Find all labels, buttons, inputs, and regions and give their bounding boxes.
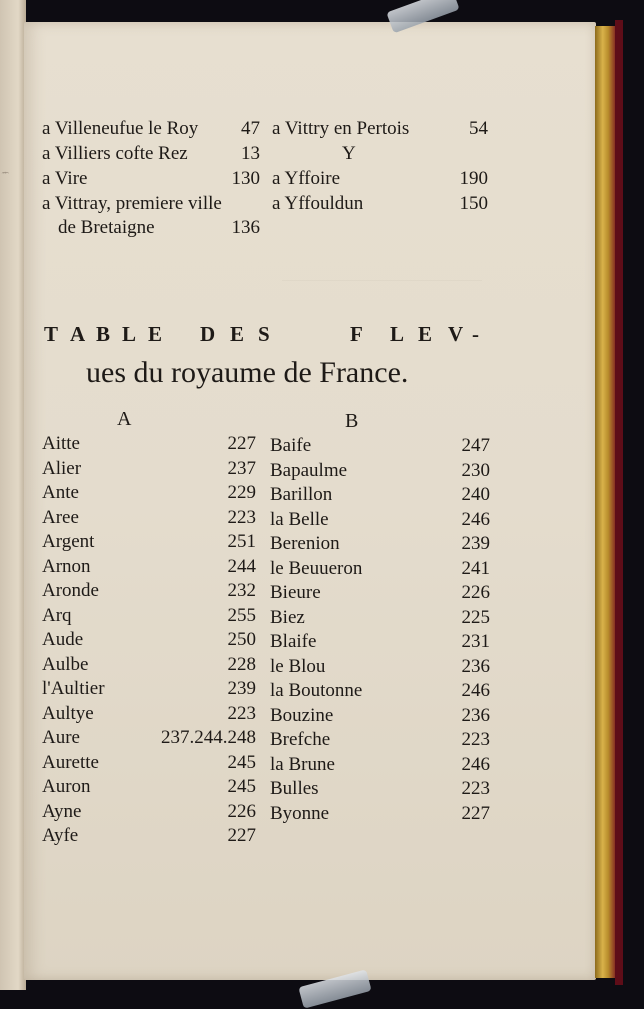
- index-entry: [270, 630, 490, 654]
- table-heading-line2: ues du royaume de France.: [86, 356, 409, 389]
- heading-letter: S: [258, 322, 270, 346]
- index-entry: [42, 192, 260, 216]
- entry-page: 150: [459, 193, 488, 214]
- index-entry: [42, 628, 256, 652]
- entry-name: a Villeneufue le Roy: [42, 118, 199, 139]
- index-entry: [270, 679, 490, 703]
- entry-page: 227: [461, 802, 490, 824]
- heading-letter: B: [96, 322, 111, 346]
- entry-page: 229: [227, 482, 256, 503]
- index-entry: [42, 677, 256, 701]
- index-entry: [42, 481, 256, 505]
- entry-page: 231: [461, 631, 490, 652]
- entry-page: 236: [461, 704, 490, 726]
- index-entry: [270, 557, 490, 581]
- index-entry: [42, 555, 256, 579]
- entry-page: 54: [469, 118, 488, 139]
- entry-page: 244: [227, 555, 256, 577]
- entry-page: 130: [231, 168, 260, 189]
- entry-name: Bouzine: [270, 704, 334, 726]
- entry-name: Aronde: [42, 580, 99, 601]
- entry-name: Ayfe: [42, 825, 79, 846]
- index-entry: [270, 532, 490, 556]
- entry-name: la Boutonne: [270, 680, 363, 701]
- entry-page: 245: [227, 751, 256, 773]
- entry-page: 247: [461, 435, 490, 456]
- index-entry: [270, 777, 490, 801]
- index-entry: [272, 117, 488, 141]
- index-entry: [42, 457, 256, 481]
- entry-name: Alier: [42, 457, 82, 479]
- entry-page: 251: [227, 531, 256, 552]
- entry-page: 237.244.248: [161, 727, 256, 748]
- entry-page: 47: [241, 118, 260, 139]
- entry-name: a Villiers cofte Rez: [42, 143, 188, 164]
- entry-name: Ayne: [42, 800, 82, 822]
- entry-name: Byonne: [270, 802, 330, 824]
- entry-name: Barillon: [270, 484, 333, 505]
- entry-page: 223: [461, 778, 490, 799]
- heading-letter: A: [70, 322, 86, 346]
- entry-page: 241: [461, 557, 490, 579]
- column-letter-a: A: [117, 408, 132, 430]
- index-entry: [42, 726, 256, 750]
- index-entry: [270, 508, 490, 532]
- entry-name: Arq: [42, 604, 72, 626]
- index-entry: [270, 606, 490, 630]
- entry-page: 245: [227, 776, 256, 797]
- index-entry: [42, 530, 256, 554]
- entry-page: 246: [461, 508, 490, 530]
- index-entry: [270, 753, 490, 777]
- entry-page: 13: [241, 143, 260, 164]
- entry-name: Bulles: [270, 778, 319, 799]
- entry-name: Biez: [270, 606, 305, 628]
- heading-letter: D: [200, 322, 216, 346]
- entry-page: 136: [231, 217, 260, 238]
- entry-name: a Yffouldun: [272, 193, 364, 214]
- index-entry: [270, 802, 490, 826]
- index-entry: [270, 728, 490, 752]
- index-entry: [270, 434, 490, 458]
- entry-name: le Blou: [270, 655, 326, 677]
- entry-name: a Vire: [42, 168, 88, 189]
- index-entry: [272, 167, 488, 191]
- facing-page-bleed: ͡ ̈: [2, 170, 5, 182]
- index-entry: [58, 216, 260, 240]
- entry-page: 236: [461, 655, 490, 677]
- heading-letter: F: [350, 322, 363, 346]
- heading-letter: L: [122, 322, 137, 346]
- entry-name: de Bretaigne: [58, 217, 155, 238]
- index-entry: [42, 824, 256, 848]
- entry-name: Ante: [42, 482, 79, 503]
- gilt-edge: [595, 26, 617, 978]
- entry-name: Bapaulme: [270, 459, 348, 481]
- entry-page: 223: [227, 702, 256, 724]
- entry-name: Aitte: [42, 433, 80, 454]
- heading-letter: E: [148, 322, 163, 346]
- entry-name: Aude: [42, 629, 84, 650]
- heading-letter: T: [44, 322, 59, 346]
- index-entry: [42, 702, 256, 726]
- entry-name: Brefche: [270, 729, 331, 750]
- index-entry: [42, 800, 256, 824]
- entry-name: Aure: [42, 727, 80, 748]
- entry-page: 226: [461, 582, 490, 603]
- index-entry: [272, 192, 488, 216]
- heading-letter: V: [448, 322, 464, 346]
- entry-name: Baife: [270, 435, 312, 456]
- entry-page: 239: [461, 533, 490, 554]
- entry-page: 255: [227, 604, 256, 626]
- entry-name: Auron: [42, 776, 91, 797]
- index-entry: [42, 751, 256, 775]
- section-letter-y: Y: [342, 143, 356, 164]
- entry-page: 228: [227, 653, 256, 675]
- entry-name: Berenion: [270, 533, 340, 554]
- index-entry: [42, 653, 256, 677]
- index-entry: [42, 506, 256, 530]
- entry-page: 223: [227, 506, 256, 528]
- entry-name: a Vittray, premiere ville: [42, 193, 222, 214]
- entry-page: 246: [461, 753, 490, 775]
- entry-name: Arnon: [42, 555, 91, 577]
- entry-name: a Vittry en Pertois: [272, 118, 410, 139]
- entry-page: 237: [227, 457, 256, 479]
- entry-name: l'Aultier: [42, 678, 105, 699]
- entry-name: Aree: [42, 506, 79, 528]
- index-entry: [270, 655, 490, 679]
- heading-letter: L: [390, 322, 405, 346]
- entry-page: 226: [227, 800, 256, 822]
- entry-name: Argent: [42, 531, 95, 552]
- index-entry: [42, 142, 260, 166]
- entry-name: la Brune: [270, 753, 335, 775]
- column-letter-b: B: [345, 410, 359, 432]
- entry-name: la Belle: [270, 508, 329, 530]
- entry-page: 227: [227, 825, 256, 846]
- index-entry: [270, 459, 490, 483]
- heading-letter: -: [472, 322, 479, 346]
- index-entry: [42, 775, 256, 799]
- entry-page: 225: [461, 606, 490, 628]
- entry-name: Bieure: [270, 582, 321, 603]
- index-entry: [270, 483, 490, 507]
- entry-page: 190: [459, 168, 488, 189]
- index-entry: [42, 579, 256, 603]
- table-heading-caps: [44, 322, 488, 352]
- index-entry: [42, 604, 256, 628]
- index-entry: [42, 167, 260, 191]
- entry-name: Blaife: [270, 631, 317, 652]
- entry-page: 246: [461, 680, 490, 701]
- entry-page: 230: [461, 459, 490, 481]
- index-entry: [42, 432, 256, 456]
- entry-name: le Beuueron: [270, 557, 363, 579]
- entry-page: 227: [227, 433, 256, 454]
- heading-letter: E: [230, 322, 245, 346]
- heading-letter: E: [418, 322, 433, 346]
- entry-page: 239: [227, 678, 256, 699]
- entry-name: Aurette: [42, 751, 99, 773]
- entry-name: Aultye: [42, 702, 94, 724]
- entry-name: a Yffoire: [272, 168, 341, 189]
- entry-page: 232: [227, 580, 256, 601]
- entry-page: 240: [461, 484, 490, 505]
- binding-edge: [615, 20, 623, 985]
- facing-page-edge: [0, 0, 26, 990]
- index-entry: [270, 581, 490, 605]
- entry-page: 223: [461, 729, 490, 750]
- entry-name: Aulbe: [42, 653, 89, 675]
- entry-page: 250: [227, 629, 256, 650]
- index-entry: [42, 117, 260, 141]
- index-entry: [270, 704, 490, 728]
